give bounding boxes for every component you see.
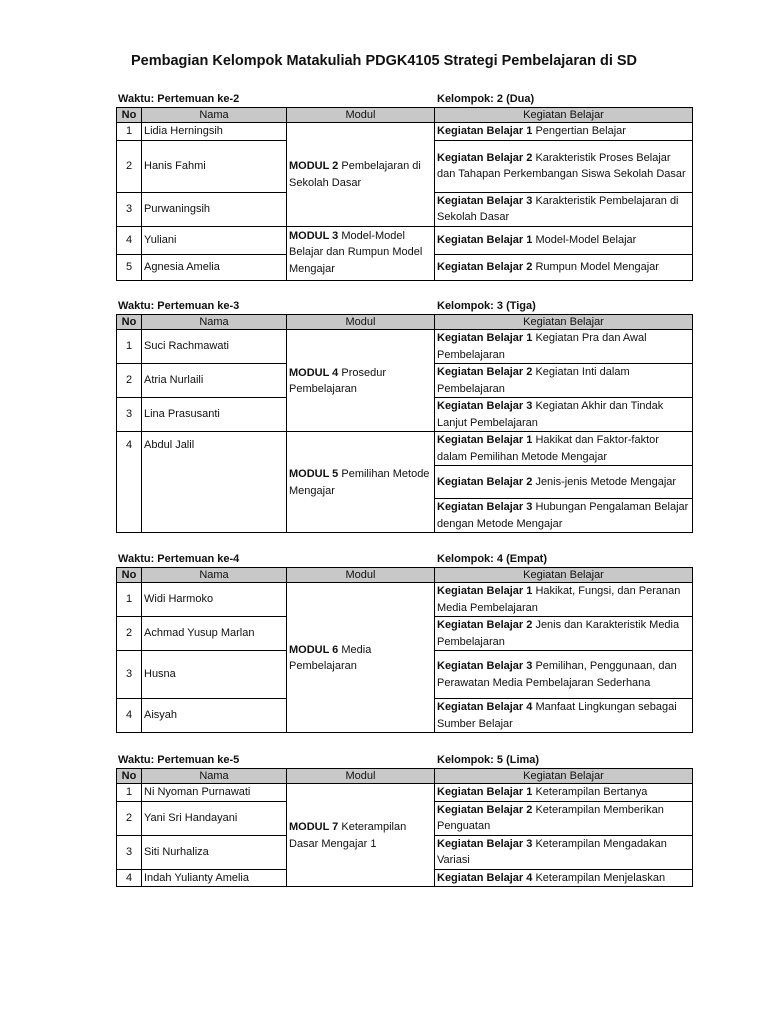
kegiatan-text: Hakikat dan Faktor-faktor dalam Pemilihan Metode Mengajar [437, 434, 659, 463]
kegiatan-text: Rumpun Model Mengajar [535, 260, 659, 273]
waktu-label: Waktu: Pertemuan ke-5 [118, 754, 240, 766]
row-no: 4 [117, 432, 142, 533]
table-header-row [117, 315, 693, 330]
kegiatan-cell [435, 330, 693, 364]
modul-label: MODUL 7 [289, 821, 339, 833]
kelompok-label: Kelompok: 4 (Empat) [437, 553, 548, 565]
kelompok-label: Kelompok: 3 (Tiga) [437, 300, 536, 312]
kegiatan-cell [435, 466, 693, 499]
row-nama: Lidia Herningsih [142, 123, 287, 141]
kegiatan-label: Kegiatan Belajar 1 [437, 585, 533, 597]
kelompok-label: Kelompok: 2 (Dua) [437, 93, 535, 105]
table-row [117, 784, 693, 802]
row-nama: Achmad Yusup Marlan [142, 617, 287, 651]
header-no: No [117, 108, 142, 123]
modul-label: MODUL 4 [289, 366, 339, 379]
kegiatan-text: Pemilihan, Penggunaan, dan Perawatan Media Pembelajaran Sederhana [437, 660, 677, 689]
modul-cell [287, 330, 435, 432]
table-row [117, 123, 693, 141]
header-nama: Nama [142, 769, 287, 784]
kegiatan-text: Karakteristik Pembelajaran di Sekolah Dasar [437, 194, 679, 223]
kegiatan-text: Kegiatan Akhir dan Tindak Lanjut Pembelajaran [437, 400, 664, 429]
kegiatan-label: Kegiatan Belajar 2 [437, 803, 533, 816]
kegiatan-label: Kegiatan Belajar 3 [437, 194, 533, 207]
modul-title: Model-Model Belajar dan Rumpun Model Mengajar [289, 229, 423, 275]
kelompok-label: Kelompok: 5 (Lima) [437, 754, 540, 766]
kegiatan-label: Kegiatan Belajar 1 [437, 125, 533, 137]
kegiatan-text: Manfaat Lingkungan sebagai Sumber Belajar [437, 701, 677, 730]
row-no: 3 [117, 192, 142, 226]
row-nama: Lina Prasusanti [142, 398, 287, 432]
kegiatan-cell [435, 398, 693, 432]
row-nama: Yani Sri Handayani [142, 801, 287, 835]
row-nama: Hanis Fahmi [142, 140, 287, 192]
kegiatan-cell [435, 699, 693, 733]
kegiatan-cell [435, 835, 693, 869]
table-row [117, 583, 693, 617]
kegiatan-label: Kegiatan Belajar 4 [437, 871, 533, 884]
row-nama: Abdul Jalil [142, 432, 287, 533]
kegiatan-text: Jenis dan Karakteristik Media Pembelajaran [437, 619, 680, 648]
row-nama: Suci Rachmawati [142, 330, 287, 364]
row-no: 4 [117, 226, 142, 254]
row-no: 2 [117, 364, 142, 398]
header-modul: Modul [287, 315, 435, 330]
row-no: 1 [117, 123, 142, 141]
group-table [116, 567, 693, 733]
modul-title: Prosedur Pembelajaran [289, 366, 387, 395]
kegiatan-cell [435, 617, 693, 651]
row-no: 2 [117, 801, 142, 835]
kegiatan-label: Kegiatan Belajar 4 [437, 701, 533, 713]
header-nama: Nama [142, 315, 287, 330]
kegiatan-cell [435, 123, 693, 141]
group-pertemuan-2 [116, 92, 692, 281]
kegiatan-label: Kegiatan Belajar 1 [437, 786, 533, 798]
kegiatan-cell [435, 226, 693, 254]
header-kegiatan: Kegiatan Belajar [435, 769, 693, 784]
modul-title: Media Pembelajaran [289, 643, 372, 672]
row-no: 3 [117, 398, 142, 432]
kegiatan-cell [435, 499, 693, 533]
row-nama: Atria Nurlaili [142, 364, 287, 398]
modul-label: MODUL 6 [289, 643, 339, 656]
row-no: 1 [117, 330, 142, 364]
kegiatan-text: Karakteristik Proses Belajar dan Tahapan Perkembangan Siswa Sekolah Dasar [437, 151, 686, 180]
kegiatan-text: Keterampilan Memberikan Penguatan [437, 803, 664, 832]
header-no: No [117, 769, 142, 784]
row-no: 1 [117, 583, 142, 617]
kegiatan-cell [435, 192, 693, 226]
row-nama: Widi Harmoko [142, 583, 287, 617]
modul-title: Pembelajaran di Sekolah Dasar [289, 160, 421, 189]
kegiatan-label: Kegiatan Belajar 1 [437, 233, 533, 246]
header-kegiatan: Kegiatan Belajar [435, 568, 693, 583]
row-no: 3 [117, 835, 142, 869]
row-no: 4 [117, 869, 142, 887]
kegiatan-label: Kegiatan Belajar 3 [437, 837, 533, 850]
modul-cell [287, 123, 435, 227]
row-nama: Yuliani [142, 226, 287, 254]
page-title: Pembagian Kelompok Matakuliah PDGK4105 Strategi Pembelajaran di SD [130, 53, 638, 69]
modul-cell [287, 432, 435, 533]
modul-title: Keterampilan Dasar Mengajar 1 [289, 821, 407, 850]
kegiatan-label: Kegiatan Belajar 2 [437, 366, 533, 378]
header-modul: Modul [287, 108, 435, 123]
kegiatan-cell [435, 784, 693, 802]
kegiatan-cell [435, 869, 693, 887]
table-header-row [117, 769, 693, 784]
row-nama: Purwaningsih [142, 192, 287, 226]
kegiatan-text: Kegiatan Inti dalam Pembelajaran [437, 366, 630, 395]
kegiatan-text: Kegiatan Pra dan Awal Pembelajaran [437, 332, 647, 361]
modul-cell [287, 583, 435, 733]
group-pertemuan-4 [116, 552, 692, 733]
row-no: 5 [117, 254, 142, 280]
row-nama: Indah Yulianty Amelia [142, 869, 287, 887]
kegiatan-cell [435, 583, 693, 617]
kegiatan-text: Keterampilan Menjelaskan [535, 871, 666, 884]
kegiatan-label: Kegiatan Belajar 2 [437, 151, 533, 164]
kegiatan-label: Kegiatan Belajar 3 [437, 660, 533, 672]
kegiatan-cell [435, 432, 693, 466]
kegiatan-cell [435, 801, 693, 835]
table-header-row [117, 568, 693, 583]
row-nama: Siti Nurhaliza [142, 835, 287, 869]
table-row [117, 226, 693, 254]
group-table [116, 107, 693, 281]
header-no: No [117, 315, 142, 330]
modul-cell [287, 784, 435, 887]
header-modul: Modul [287, 568, 435, 583]
kegiatan-text: Hakikat, Fungsi, dan Peranan Media Pembelajaran [437, 585, 681, 614]
table-row [117, 432, 693, 466]
table-row [117, 330, 693, 364]
kegiatan-label: Kegiatan Belajar 3 [437, 501, 533, 513]
kegiatan-text: Hubungan Pengalaman Belajar dengan Metode Mengajar [437, 501, 689, 530]
row-nama: Husna [142, 651, 287, 699]
kegiatan-text: Keterampilan Bertanya [535, 786, 648, 798]
group-pertemuan-5 [116, 753, 692, 887]
header-nama: Nama [142, 108, 287, 123]
kegiatan-cell [435, 254, 693, 280]
header-no: No [117, 568, 142, 583]
kegiatan-text: Keterampilan Mengadakan Variasi [437, 837, 667, 866]
header-modul: Modul [287, 769, 435, 784]
modul-cell [287, 226, 435, 280]
row-nama: Aisyah [142, 699, 287, 733]
waktu-label: Waktu: Pertemuan ke-3 [118, 300, 240, 312]
row-no: 3 [117, 651, 142, 699]
group-table [116, 768, 693, 887]
row-no: 1 [117, 784, 142, 802]
group-pertemuan-3 [116, 299, 692, 533]
header-nama: Nama [142, 568, 287, 583]
kegiatan-label: Kegiatan Belajar 2 [437, 619, 533, 631]
waktu-label: Waktu: Pertemuan ke-4 [118, 553, 240, 565]
row-no: 2 [117, 617, 142, 651]
kegiatan-label: Kegiatan Belajar 3 [437, 400, 533, 412]
header-kegiatan: Kegiatan Belajar [435, 108, 693, 123]
header-kegiatan: Kegiatan Belajar [435, 315, 693, 330]
kegiatan-label: Kegiatan Belajar 2 [437, 475, 533, 488]
group-table [116, 314, 693, 533]
table-header-row [117, 108, 693, 123]
kegiatan-cell [435, 651, 693, 699]
row-nama: Ni Nyoman Purnawati [142, 784, 287, 802]
kegiatan-label: Kegiatan Belajar 2 [437, 260, 533, 273]
kegiatan-text: Jenis-jenis Metode Mengajar [535, 475, 677, 488]
kegiatan-label: Kegiatan Belajar 1 [437, 434, 533, 446]
row-nama: Agnesia Amelia [142, 254, 287, 280]
row-no: 2 [117, 140, 142, 192]
kegiatan-cell [435, 364, 693, 398]
kegiatan-text: Model-Model Belajar [535, 233, 637, 246]
modul-label: MODUL 2 [289, 160, 339, 173]
modul-title: Pemilihan Metode Mengajar [289, 468, 430, 497]
modul-label: MODUL 5 [289, 468, 339, 480]
waktu-label: Waktu: Pertemuan ke-2 [118, 93, 240, 105]
kegiatan-text: Pengertian Belajar [535, 125, 626, 137]
kegiatan-cell [435, 140, 693, 192]
row-no: 4 [117, 699, 142, 733]
kegiatan-label: Kegiatan Belajar 1 [437, 332, 533, 344]
modul-label: MODUL 3 [289, 229, 339, 242]
